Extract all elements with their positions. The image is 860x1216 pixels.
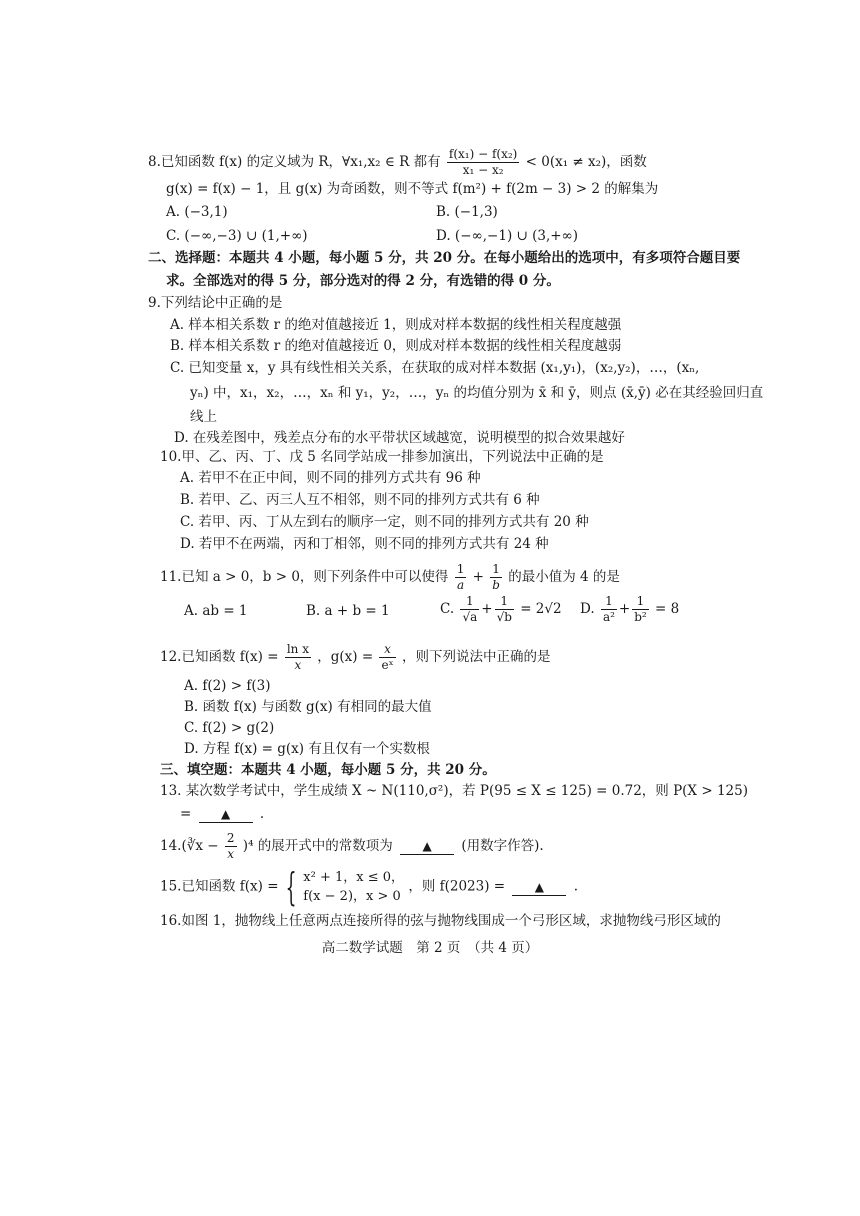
q14-frac-2-over-x: $\frac{2}{x}$: [226, 831, 235, 861]
q9-option-c-line1: C. 已知变量 x，y 具有线性相关关系，在获取的成对样本数据 (x₁,y₁)，(x₂,y₂)，…，(xₙ,: [170, 360, 700, 376]
q8-stem-start: 8.已知函数 f(x) 的定义域为 R，∀x₁,x₂ ∈ R 都有: [148, 154, 441, 170]
q11-stem: 11.已知 a > 0，b > 0，则下列条件中可以使得 $\frac{1}{a}$ + $\frac{1}{b}$ 的最小值为 4 的是: [160, 562, 620, 592]
section3-header: 三、填空题：本题共 4 小题，每小题 5 分，共 20 分。: [160, 762, 496, 778]
q8-option-d: D. (−∞,−1) ∪ (3,+∞): [436, 228, 579, 244]
q12-option-b: B. 函数 f(x) 与函数 g(x) 有相同的最大值: [184, 699, 432, 715]
q11-option-a: A. ab = 1: [184, 603, 248, 619]
q8-frac-den: x₁ − x₂: [462, 163, 504, 177]
q14-stem: 14.(∛x − $\frac{2}{x}$ )⁴ 的展开式中的常数项为 ▲ (用数字作答).: [160, 831, 544, 861]
q11-stem-start: 11.已知 a > 0，b > 0，则下列条件中可以使得: [160, 569, 449, 585]
q10-stem: 10.甲、乙、丙、丁、戊 5 名同学站成一排参加演出，下列说法中正确的是: [160, 449, 604, 465]
q12-option-d: D. 方程 f(x) = g(x) 有且仅有一个实数根: [184, 741, 430, 757]
q11-option-c: C. $\frac{1}{√a}$ + $\frac{1}{√b}$ = 2√2: [440, 594, 562, 624]
section2-header-line1: 二、选择题：本题共 4 小题，每小题 5 分，共 20 分。在每小题给出的选项中，有多项符合题目要: [148, 250, 741, 266]
q10-option-d: D. 若甲不在两端，丙和丁相邻，则不同的排列方式共有 24 种: [180, 536, 549, 552]
q8-frac-num: f(x₁) − f(x₂): [448, 147, 518, 161]
q9-option-c-line3: 线上: [190, 409, 217, 425]
q8-difference-quotient: [447, 147, 519, 178]
q10-option-c: C. 若甲、丙、丁从左到右的顺序一定，则不同的排列方式共有 20 种: [180, 514, 589, 530]
q12-frac-x-over-ex: $\frac{x}{\text{eˣ}}$: [381, 642, 394, 672]
q11-frac-1-over-a: $\frac{1}{a}$: [456, 562, 465, 592]
q14-answer-blank: ▲: [400, 838, 454, 855]
q11-option-d: D. $\frac{1}{\text{a²}}$ + $\frac{1}{\text{b²}}$ = 8: [580, 594, 680, 624]
q10-option-a: A. 若甲不在正中间，则不同的排列方式共有 96 种: [180, 470, 481, 486]
q9-option-a: A. 样本相关系数 r 的绝对值越接近 1，则成对样本数据的线性相关程度越强: [170, 317, 622, 333]
q11-option-b: B. a + b = 1: [306, 603, 390, 619]
q9-option-d: D. 在残差图中，残差点分布的水平带状区域越宽，说明模型的拟合效果越好: [174, 430, 625, 446]
q12-option-c: C. f(2) > g(2): [184, 720, 275, 736]
q10-option-b: B. 若甲、乙、丙三人互不相邻，则不同的排列方式共有 6 种: [180, 492, 540, 508]
q12-option-a: A. f(2) > f(3): [184, 678, 271, 694]
q16-line1: 16.如图 1，抛物线上任意两点连接所得的弦与抛物线围成一个弓形区域，求抛物线弓形区域的: [160, 913, 721, 929]
q8-option-c: C. (−∞,−3) ∪ (1,+∞): [166, 228, 308, 244]
q9-option-b: B. 样本相关系数 r 的绝对值越接近 0，则成对样本数据的线性相关程度越弱: [170, 338, 622, 354]
q8-line2: g(x) = f(x) − 1，且 g(x) 为奇函数，则不等式 f(m²) + f(2m − 3) > 2 的解集为: [166, 181, 659, 197]
q13-answer-line: = ▲ .: [180, 806, 265, 822]
q12-stem: 12.已知函数 f(x) = $\frac{\text{ln x}}{x}$ ，g(x) = $\frac{x}{\text{eˣ}}$ ，则下列说法中正确的是: [160, 642, 551, 672]
q9-option-c-line2: yₙ) 中，x₁，x₂，…，xₙ 和 y₁，y₂，…，yₙ 的均值分别为 x̄ 和 ȳ，则点 (x̄,ȳ) 必在其经验回归直: [190, 385, 764, 401]
q8-option-b: B. (−1,3): [436, 204, 498, 220]
q8-stem-cont: < 0(x₁ ≠ x₂)，函数: [525, 154, 647, 170]
q11-stem-end: 的最小值为 4 的是: [508, 569, 620, 585]
section2-header-line2: 求。全部选对的得 5 分，部分选对的得 2 分，有选错的得 0 分。: [166, 273, 560, 289]
q11-frac-1-over-b: $\frac{1}{b}$: [492, 562, 500, 592]
q8-line1: [148, 147, 647, 178]
q15-piecewise-cases: x² + 1，x ≤ 0， f(x − 2)，x > 0: [303, 870, 405, 904]
q12-frac-lnx-over-x: $\frac{\text{ln x}}{x}$: [286, 642, 309, 672]
q9-stem: 9.下列结论中正确的是: [148, 295, 283, 311]
q8-option-a: A. (−3,1): [166, 204, 228, 220]
left-brace-symbol: {: [285, 865, 297, 909]
q13-answer-blank: ▲: [199, 806, 253, 823]
q13-line1: 13. 某次数学考试中，学生成绩 X ~ N(110,σ²)，若 P(95 ≤ X ≤ 125) = 0.72，则 P(X > 125): [160, 783, 748, 799]
page-footer: 高二数学试题 第 2 页 （共 4 页）: [321, 940, 539, 956]
q15-stem: 15.已知函数 f(x) = { x² + 1，x ≤ 0， f(x − 2)，x > 0 ，则 f(2023) = ▲ .: [160, 865, 578, 909]
q15-answer-blank: ▲: [512, 879, 566, 896]
